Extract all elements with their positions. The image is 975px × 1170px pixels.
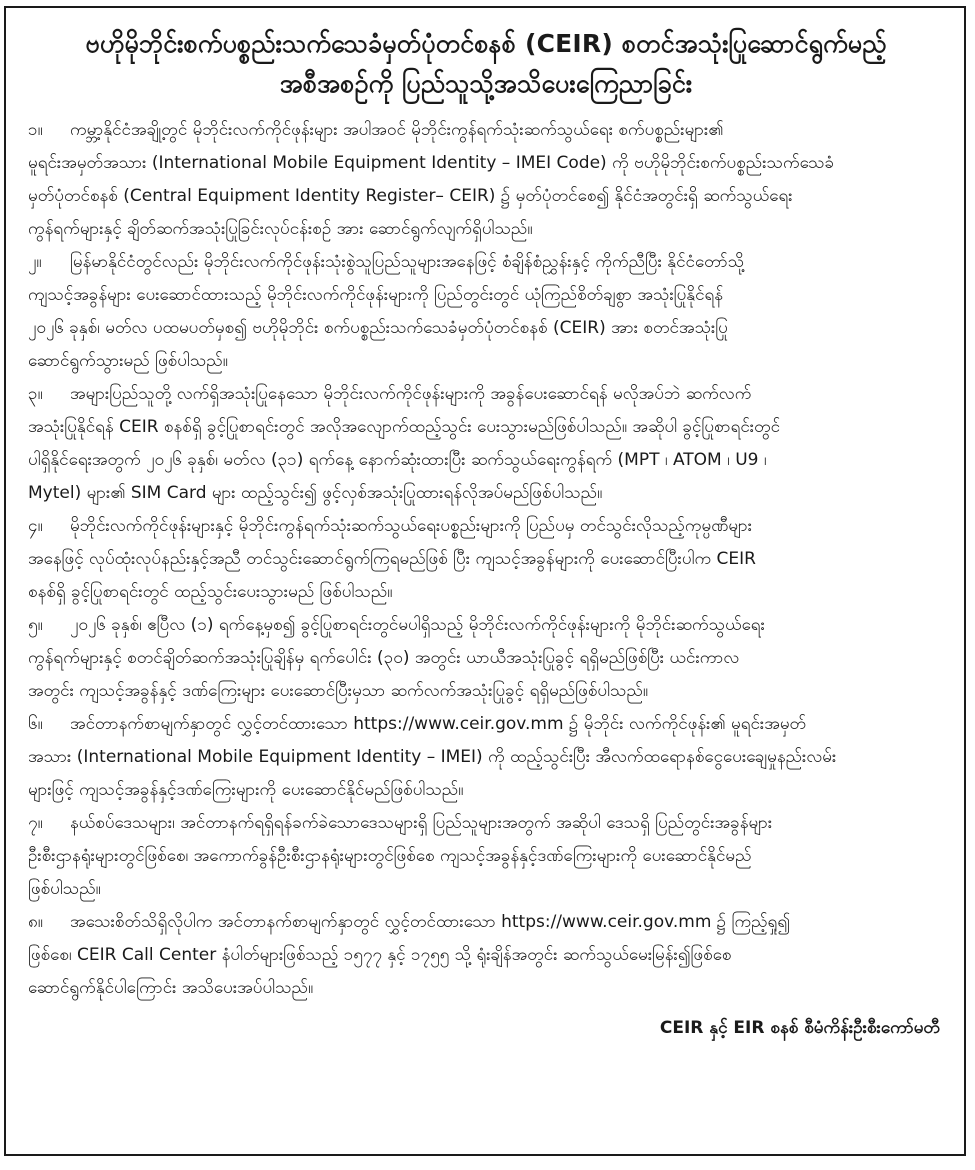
paragraph-text: နယ်စပ်ဒေသများ၊ အင်တာနက်ရရှိရန်ခက်ခဲသောဒေသများရှိ ပြည်သူများအတွက် အဆိုပါ ဒေသရှိ ပြည်တွင်းအခွန်များ [70, 813, 773, 833]
paragraph-line [28, 840, 944, 873]
title-line-1: ဗဟိုမိုဘိုင်းစက်ပစ္စည်းသက်သေခံမှတ်ပုံတင်စနစ် (CEIR) စတင်အသုံးပြုဆောင်ရွက်မည့် [85, 29, 887, 58]
announcement-frame [4, 6, 966, 1156]
paragraph-text: မြန်မာနိုင်ငံတွင်လည်း မိုဘိုင်းလက်ကိုင်ဖုန်းသုံးစွဲသူပြည်သူများအနေဖြင့် စံချိန်စံညွှန်းနှင့် ကိုက်ညီပြီး နိုင်ငံတော်သို့ [70, 252, 745, 272]
paragraph-text: ၂၀၂၆ ခုနှစ်၊ ဧပြီလ (၁) ရက်နေ့မှစ၍ ခွင့်ပြုစာရင်းတွင်မပါရှိသည့် မိုဘိုင်းလက်ကိုင်ဖုန်းများကို မိုဘိုင်းဆက်သွယ်ရေး [70, 615, 765, 635]
paragraphs [28, 114, 944, 1005]
paragraph-text: အသား (International Mobile Equipment Identity – IMEI) ကို ထည့်သွင်းပြီး အီလက်ထရောနစ်ငွေပေးချေမှုနည်းလမ်း [28, 747, 837, 767]
paragraph-text: ကျသင့်အခွန်များ ပေးဆောင်ထားသည့် မိုဘိုင်းလက်ကိုင်ဖုန်းများကို ပြည်တွင်းတွင် ယုံကြည်စိတ်ချစွာ အသုံးပြုနိုင်ရန် [28, 285, 724, 305]
paragraph-line [28, 807, 944, 840]
paragraph-line [28, 609, 944, 642]
paragraph-text: ကွန်ရက်များနှင့် ချိတ်ဆက်အသုံးပြုခြင်းလုပ်ငန်းစဉ် အား ဆောင်ရွက်လျက်ရှိပါသည်။ [28, 219, 533, 239]
paragraph-text: Mytel) များ၏ SIM Card များ ထည့်သွင်း၍ ဖွင့်လှစ်အသုံးပြုထားရန်လိုအပ်မည်ဖြစ်ပါသည်။ [28, 483, 603, 503]
paragraph-line [28, 774, 944, 807]
paragraph-2 [28, 246, 944, 378]
paragraph-line [28, 510, 944, 543]
paragraph-8 [28, 906, 944, 1005]
paragraph-text: မိုဘိုင်းလက်ကိုင်ဖုန်းများနှင့် မိုဘိုင်းကွန်ရက်သုံးဆက်သွယ်ရေးပစ္စည်းများကို ပြည်ပမှ တင်သွင်းလိုသည့်ကုမ္ပဏီများ [70, 516, 753, 536]
paragraph-line [28, 906, 944, 939]
paragraph-text: အသုံးပြုနိုင်ရန် CEIR စနစ်ရှိ ခွင့်ပြုစာရင်းတွင် အလိုအလျောက်ထည့်သွင်း ပေးသွားမည်ဖြစ်ပါသည်။ အဆိုပါ ခွင့်ပြုစာရင်းတွင် [28, 417, 781, 437]
paragraph-line [28, 213, 944, 246]
paragraph-text: ဦးစီးဌာနရုံးများတွင်ဖြစ်စေ၊ အကောက်ခွန်ဦးစီးဌာနရုံးများတွင်ဖြစ်စေ ကျသင့်အခွန်နှင့်ဒဏ်ကြေးများကို ပေးဆောင်နိုင်မည် [28, 846, 752, 866]
paragraph-line [28, 444, 944, 477]
paragraph-5 [28, 609, 944, 708]
paragraph-line [28, 114, 944, 147]
paragraph-number: ၇။ [28, 813, 43, 833]
paragraph-text: အင်တာနက်စာမျက်နှာတွင် လွှင့်တင်ထားသော https://www.ceir.gov.mm ၌ မိုဘိုင်း လက်ကိုင်ဖုန်း၏ မူရင်းအမှတ် [70, 714, 807, 734]
paragraph-text: ဆောင်ရွက်သွားမည် ဖြစ်ပါသည်။ [28, 351, 228, 371]
paragraph-number: ၂။ [28, 252, 42, 272]
paragraph-text: မူရင်းအမှတ်အသား (International Mobile Equipment Identity – IMEI Code) ကို ဗဟိုမိုဘိုင်းစက်ပစ္စည်းသက်သေခံ [28, 153, 835, 173]
paragraph-line [28, 873, 944, 906]
paragraph-line [28, 972, 944, 1005]
paragraph-text: ပါရှိနိုင်ရေးအတွက် ၂၀၂၆ ခုနှစ်၊ မတ်လ (၃၁) ရက်နေ့ နောက်ဆုံးထားပြီး ဆက်သွယ်ရေးကွန်ရက် (MPT ၊ ATOM ၊ U9 ၊ [28, 450, 767, 470]
paragraph-text: အများပြည်သူတို့ လက်ရှိအသုံးပြုနေသော မိုဘိုင်းလက်ကိုင်ဖုန်းများကို အခွန်ပေးဆောင်ရန် မလိုအပ်ဘဲ ဆက်လက် [70, 384, 752, 404]
paragraph-number: ၆။ [28, 714, 43, 734]
paragraph-text: များဖြင့် ကျသင့်အခွန်နှင့်ဒဏ်ကြေးများကို ပေးဆောင်နိုင်မည်ဖြစ်ပါသည်။ [28, 780, 464, 800]
paragraph-text: စနစ်ရှိ ခွင့်ပြုစာရင်းတွင် ထည့်သွင်းပေးသွားမည် ဖြစ်ပါသည်။ [28, 582, 393, 602]
paragraph-text: ကွန်ရက်များနှင့် စတင်ချိတ်ဆက်အသုံးပြုချိန်မှ ရက်ပေါင်း (၃၀) အတွင်း ယာယီအသုံးပြုခွင့် ရရှိမည်ဖြစ်ပြီး ယင်းကာလ [28, 648, 740, 668]
title-line-2: အစီအစဉ်ကို ပြည်သူသို့အသိပေးကြေညာခြင်း [279, 69, 693, 98]
paragraph-line [28, 147, 944, 180]
paragraph-3 [28, 378, 944, 510]
paragraph-text: ဖြစ်စေ၊ CEIR Call Center နံပါတ်များဖြစ်သည့် ၁၅၇၇ နှင့် ၁၇၅၅ သို့ ရုံးချိန်အတွင်း ဆက်သွယ်မေးမြန်း၍ဖြစ်စေ [28, 945, 732, 965]
paragraph-line [28, 642, 944, 675]
signature: CEIR နှင့် EIR စနစ် စီမံကိန်းဦးစီးကော်မတီ [659, 1018, 940, 1038]
paragraph-text: မှတ်ပုံတင်စနစ် (Central Equipment Identity Register– CEIR) ၌ မှတ်ပုံတင်စေ၍ နိုင်ငံအတွင်းရှိ ဆက်သွယ်ရေး [28, 186, 793, 206]
paragraph-7 [28, 807, 944, 906]
paragraph-text: ဖြစ်ပါသည်။ [28, 879, 101, 899]
paragraph-line [28, 708, 944, 741]
paragraph-line [28, 345, 944, 378]
paragraph-number: ၁။ [28, 120, 43, 140]
paragraph-line [28, 246, 944, 279]
paragraph-text: ကမ္ဘာ့နိုင်ငံအချို့တွင် မိုဘိုင်းလက်ကိုင်ဖုန်းများ အပါအဝင် မိုဘိုင်းကွန်ရက်သုံးဆက်သွယ်ရေး စက်ပစ္စည်းများ၏ [70, 120, 724, 140]
paragraph-text: ဆောင်ရွက်နိုင်ပါကြောင်း အသိပေးအပ်ပါသည်။ [28, 978, 314, 998]
paragraph-text: အနေဖြင့် လုပ်ထုံးလုပ်နည်းနှင့်အညီ တင်သွင်းဆောင်ရွက်ကြရမည်ဖြစ် ပြီး ကျသင့်အခွန်များကို ပေးဆောင်ပြီးပါက CEIR [28, 549, 756, 569]
paragraph-line [28, 312, 944, 345]
paragraph-number: ၈။ [28, 912, 43, 932]
paragraph-text: အတွင်း ကျသင့်အခွန်နှင့် ဒဏ်ကြေးများ ပေးဆောင်ပြီးမှသာ ဆက်လက်အသုံးပြုခွင့် ရရှိမည်ဖြစ်ပါသည်။ [28, 681, 649, 701]
paragraph-line [28, 180, 944, 213]
paragraph-4 [28, 510, 944, 609]
paragraph-line [28, 576, 944, 609]
paragraph-line [28, 378, 944, 411]
paragraph-text: ၂၀၂၆ ခုနှစ်၊ မတ်လ ပထမပတ်မှစ၍ ဗဟိုမိုဘိုင်း စက်ပစ္စည်းသက်သေခံမှတ်ပုံတင်စနစ် (CEIR) အား စတင်အသုံးပြု [28, 318, 728, 338]
paragraph-line [28, 411, 944, 444]
paragraph-number: ၅။ [28, 615, 43, 635]
paragraph-line [28, 279, 944, 312]
paragraph-line [28, 741, 944, 774]
paragraph-number: ၄။ [28, 516, 43, 536]
paragraph-line [28, 543, 944, 576]
paragraph-text: အသေးစိတ်သိရှိလိုပါက အင်တာနက်စာမျက်နှာတွင် လွှင့်တင်ထားသော https://www.ceir.gov.mm ၌ ကြည့်ရှု၍ [70, 912, 791, 932]
paragraph-1 [28, 114, 944, 246]
paragraph-6 [28, 708, 944, 807]
paragraph-line [28, 477, 944, 510]
paragraph-line [28, 939, 944, 972]
paragraph-line [28, 675, 944, 708]
paragraph-number: ၃။ [28, 384, 43, 404]
